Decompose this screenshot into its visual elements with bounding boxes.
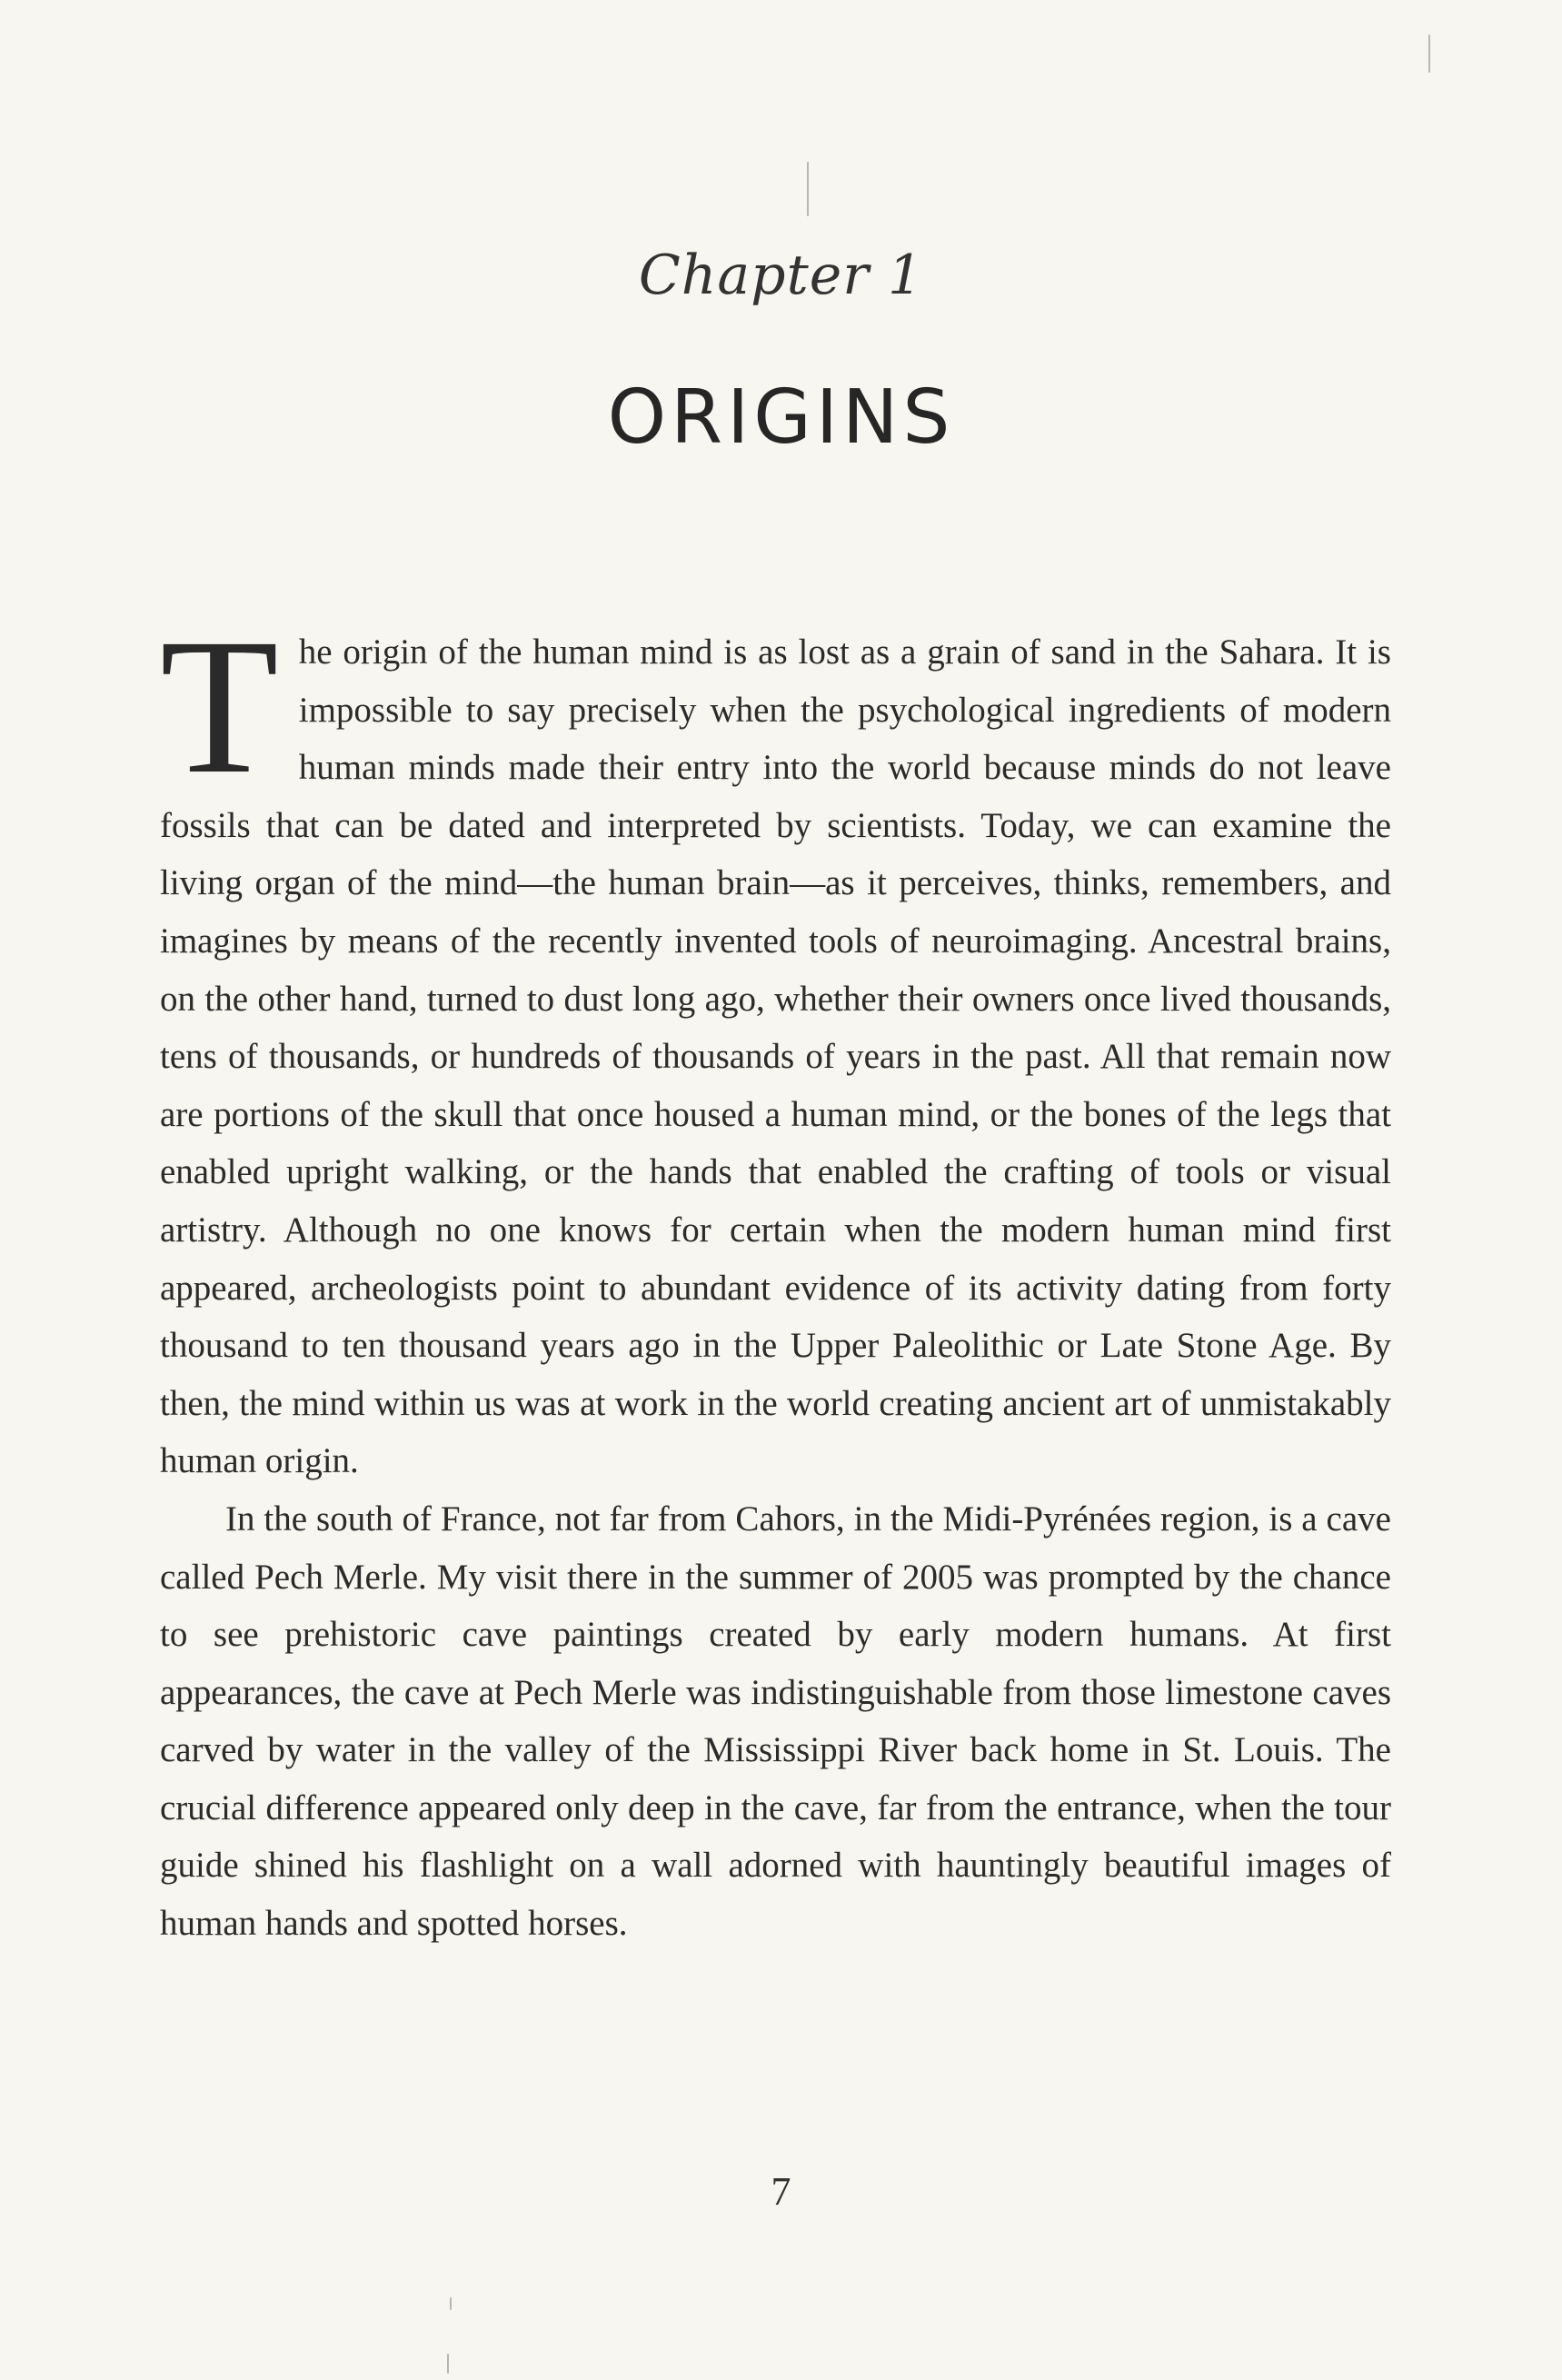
drop-cap: T — [160, 599, 279, 814]
scan-mark — [1428, 35, 1430, 73]
paragraph-2: In the south of France, not far from Cahors, in the Midi-Pyrénées region, is a cave called Pech Merle. My visit there in the summer of 2005 was prompted by the chance to see prehistoric cave paintings created by early modern humans. At first appearances, the cave at Pech Merle was indistinguishable from those limestone caves carved by water in the valley of the Mississippi River back home in St. Louis. The crucial difference appeared only deep in the cave, far from the entrance, when the tour guide shined his flashlight on a wall adorned with hauntingly beautiful images of human hands and spotted horses. — [160, 1499, 1391, 1944]
body-text — [160, 599, 1391, 1953]
page-number: 7 — [771, 2169, 791, 2214]
paragraph-1 — [160, 599, 1391, 1490]
scan-mark — [807, 162, 809, 216]
scan-mark — [450, 2297, 452, 2310]
paragraph-1-text: he origin of the human mind is as lost as a grain of sand in the Sahara. It is impossible to say precisely when the psychological ingredients of modern human minds made their entry into the world because minds do not leave fossils that can be dated and interpreted by scientists. Today, we can examine the living organ of the mind—the human brain—as it perceives, thinks, remembers, and imagines by means of the recently invented tools of neuroimaging. Ancestral brains, on the other hand, turned to dust long ago, whether their owners once lived thousands, tens of thousands, or hundreds of thousands of years in the past. All that remain now are portions of the skull that once housed a human mind, or the bones of the legs that enabled upright walking, or the hands that enabled the crafting of tools or visual artistry. Although no one knows for certain when the modern human mind first appeared, archeologists point to abundant evidence of its activity dating from forty thousand to ten thousand years ago in the Upper Paleolithic or Late Stone Age. By then, the mind within us was at work in the world creating ancient art of unmistakably human origin. — [160, 632, 1391, 1481]
scan-mark — [447, 2354, 449, 2374]
chapter-title: ORIGINS — [607, 374, 955, 461]
chapter-label: Chapter 1 — [638, 244, 924, 307]
